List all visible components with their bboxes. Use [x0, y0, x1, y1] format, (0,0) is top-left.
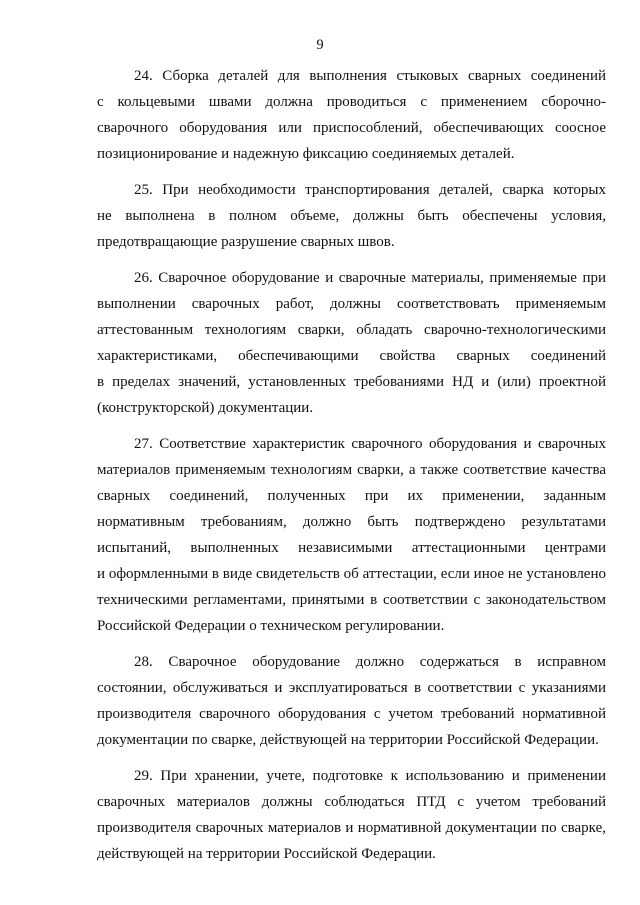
paragraph-line: 29. При хранении, учете, подготовке к использованию и применении: [134, 767, 606, 784]
paragraph-line: аттестованным технологиям сварки, обладать сварочно-технологическими: [97, 321, 606, 338]
paragraph-line: испытаний, выполненных независимыми аттестационными центрами: [97, 540, 606, 557]
page-number: 9: [316, 37, 324, 53]
document-body: [97, 63, 606, 877]
paragraph-line: нормативным требованиям, должно быть подтверждено результатами: [97, 514, 606, 530]
paragraph-line: сварочных материалов должны соблюдаться ПТД с учетом требований: [97, 793, 606, 810]
paragraph-25: [97, 177, 606, 255]
paragraph-line: производителя сварочных материалов и нормативной документации по сварке,: [97, 820, 606, 837]
paragraph-line: действующей на территории Российской Федерации.: [97, 846, 436, 863]
paragraph-line: позиционирование и надежную фиксацию соединяемых деталей.: [97, 146, 515, 163]
paragraph-line: (конструкторской) документации.: [97, 400, 314, 417]
paragraph-line: характеристиками, обеспечивающими свойства сварных соединений: [97, 347, 606, 364]
paragraph-line: 26. Сварочное оборудование и сварочные материалы, применяемые при: [134, 269, 606, 286]
paragraph-28: [97, 649, 606, 753]
paragraph-line: техническими регламентами, принятыми в соответствии с законодательством: [97, 592, 606, 609]
paragraph-line: сварных соединений, полученных при их применении, заданным: [97, 487, 606, 504]
paragraph-line: 24. Сборка деталей для выполнения стыковых сварных соединений: [134, 68, 606, 84]
paragraph-26: [97, 265, 606, 422]
paragraph-line: в пределах значений, установленных требованиями НД и (или) проектной: [97, 374, 606, 391]
paragraph-line: состоянии, обслуживаться и эксплуатироваться в соответствии с указаниями: [97, 680, 606, 697]
paragraph-line: предотвращающие разрушение сварных швов.: [97, 234, 395, 251]
paragraph-line: и оформленными в виде свидетельств об аттестации, если иное не установлено: [97, 566, 606, 583]
paragraph-line: выполнении сварочных работ, должны соответствовать применяемым: [97, 295, 606, 312]
paragraph-line: сварочного оборудования или приспособлений, обеспечивающих соосное: [97, 120, 606, 137]
paragraph-line: 28. Сварочное оборудование должно содержаться в исправном: [134, 653, 606, 670]
paragraph-line: материалов применяемым технологиям сварки, а также соответствие качества: [97, 461, 606, 478]
paragraph-line: Российской Федерации о техническом регулировании.: [97, 618, 445, 635]
paragraph-line: 27. Соответствие характеристик сварочного оборудования и сварочных: [134, 435, 606, 452]
paragraph-line: с кольцевыми швами должна проводиться с применением сборочно-: [97, 94, 606, 111]
paragraph-line: документации по сварке, действующей на территории Российской Федерации.: [97, 732, 599, 749]
paragraph-line: производителя сварочного оборудования с учетом требований нормативной: [97, 706, 606, 723]
paragraph-line: 25. При необходимости транспортирования деталей, сварка которых: [134, 181, 606, 198]
paragraph-24: [97, 63, 606, 167]
paragraph-line: не выполнена в полном объеме, должны быть обеспечены условия,: [97, 207, 606, 224]
paragraph-27: [97, 431, 606, 640]
paragraph-29: [97, 763, 606, 867]
